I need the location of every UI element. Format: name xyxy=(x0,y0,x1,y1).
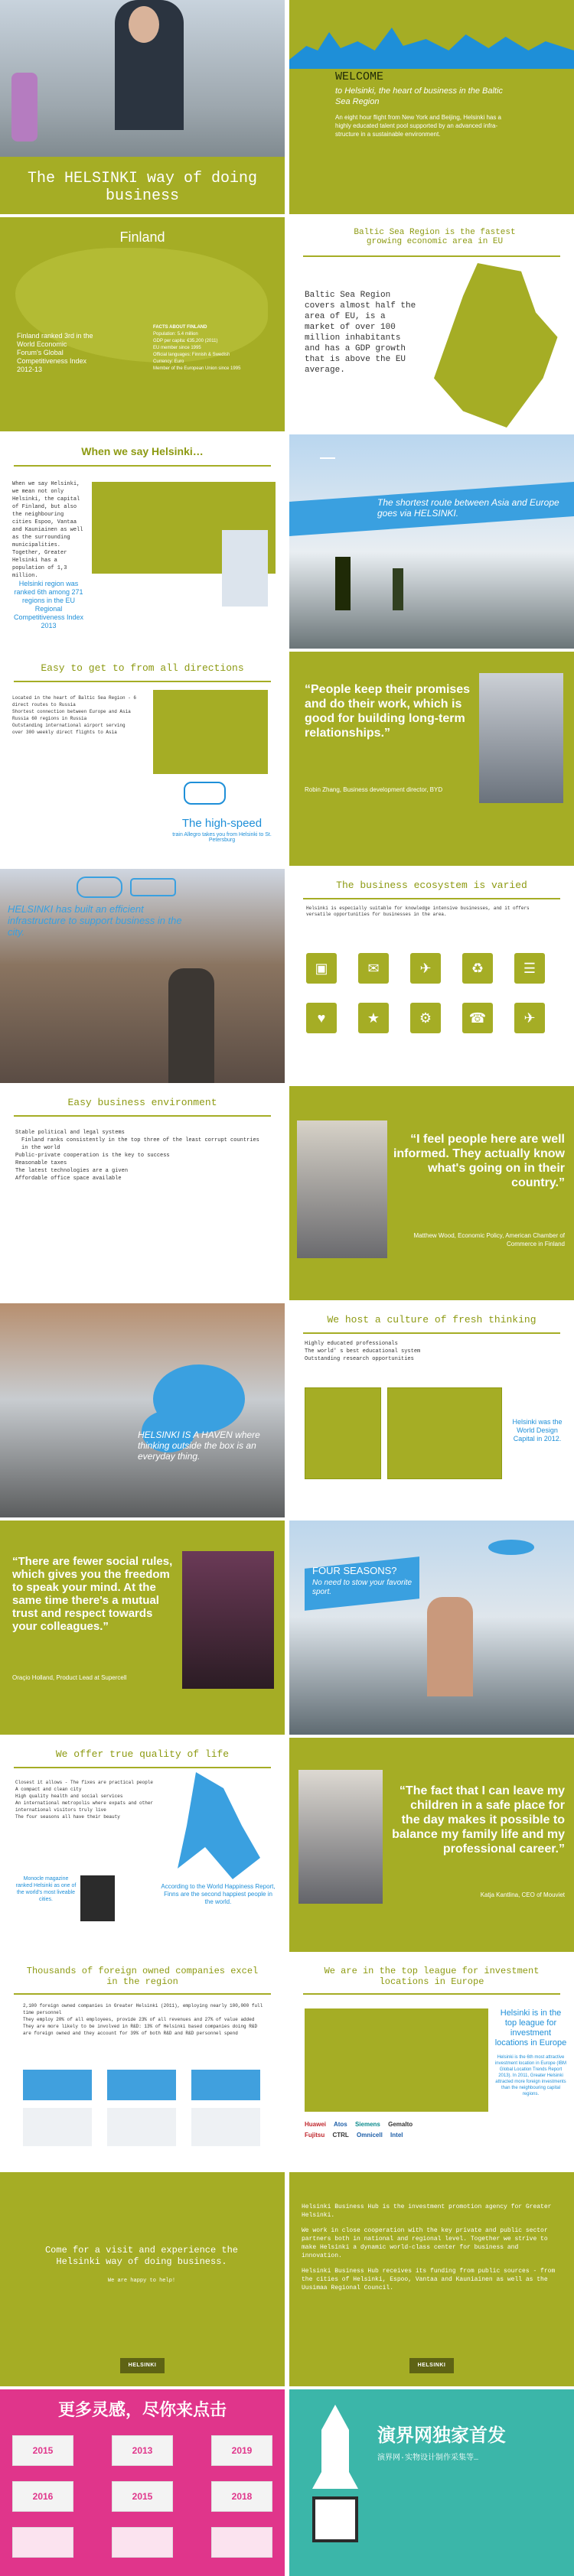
seasons-sub: No need to stow your favorite sport. xyxy=(312,1579,413,1596)
title-rule xyxy=(303,1332,560,1334)
helsinki-rank: Helsinki region was ranked 6th among 271 regions in the EU Regional Competitiveness Index 2013 xyxy=(13,580,84,629)
quote2-name: Matthew Wood, Economic Policy, American Chamber of Commerce in Finland xyxy=(413,1232,565,1247)
seasons-title: FOUR SEASONS? xyxy=(312,1565,397,1576)
slide-contact xyxy=(289,2172,574,2386)
fresh-bullet-2: Outstanding research opportunities xyxy=(305,1356,414,1362)
haven-caption: HELSINKI IS A HAVEN where thinking outside the box is an everyday thing. xyxy=(138,1429,260,1462)
monocle-text: Monocle magazine ranked Helsinki as one of the world's most liveable cities. xyxy=(15,1876,77,1902)
sector-icon-10: ✈ xyxy=(514,1003,545,1033)
row-3 xyxy=(0,434,574,649)
life-bullet-2: High quality health and social services xyxy=(15,1794,123,1799)
ecosystem-title: The business ecosystem is varied xyxy=(336,880,527,891)
promo-right[interactable] xyxy=(289,2389,574,2576)
row-6 xyxy=(0,1086,574,1300)
sector-icon-7: ★ xyxy=(358,1003,389,1033)
fact-2: EU member since 1995 xyxy=(153,346,201,350)
magazine-cover xyxy=(80,1875,115,1921)
runner-1 xyxy=(335,557,351,610)
thumb-label: 2015 xyxy=(132,2491,153,2502)
life-bullet-1: A compact and clean city xyxy=(15,1787,82,1792)
chart-box-2 xyxy=(387,1387,502,1479)
logo-huawei: Huawei xyxy=(305,2121,327,2128)
slide-quote3 xyxy=(0,1521,285,1735)
welcome-sub: to Helsinki, the heart of business in the Baltic Sea Region xyxy=(335,86,503,106)
company-logos xyxy=(305,2119,488,2141)
helsinki-logo: HELSINKI xyxy=(120,2358,165,2373)
life-bullets xyxy=(15,1779,161,1820)
life-title: We offer true quality of life xyxy=(55,1748,230,1760)
promo-left-title: 更多灵感，尽你来点击 xyxy=(57,2401,227,2420)
slide-ecosystem xyxy=(289,869,574,1083)
title-rule xyxy=(14,1993,271,1995)
family-silhouette xyxy=(168,1772,260,1879)
promo-thumb-8[interactable] xyxy=(211,2527,272,2558)
quote3-name: Oraçio Holland, Product Lead at Supercell xyxy=(12,1674,127,1681)
slide-env xyxy=(0,1086,285,1300)
promo-thumb-6[interactable] xyxy=(12,2527,73,2558)
sector-icon-6: ♥ xyxy=(306,1003,337,1033)
helsinki-logo: HELSINKI xyxy=(409,2358,454,2373)
data-table-3 xyxy=(191,2108,260,2146)
facts-title: FACTS ABOUT FINLAND xyxy=(153,325,207,330)
easy-bullet-0: Located in the heart of Baltic Sea Region - 6 direct routes to Russia xyxy=(12,695,137,707)
facts-box xyxy=(153,324,276,372)
contact-text xyxy=(302,2203,562,2292)
row-7 xyxy=(0,1303,574,1517)
fact-1: GDP per capita: €35,200 (2011) xyxy=(153,339,218,343)
logo-ctrl: CTRL xyxy=(332,2132,349,2139)
foreign-bullet-1: They employ 20% of all employees, provide 23% of all revenues and 27% of value added xyxy=(23,2017,255,2022)
helsinki-title: When we say Helsinki… xyxy=(81,445,204,457)
title-rule xyxy=(14,465,271,467)
europe-map xyxy=(305,2008,488,2112)
slide-finland xyxy=(0,217,285,431)
promo-right-title: 演界网独家首发 xyxy=(377,2425,506,2446)
title-rule xyxy=(303,255,560,257)
quote3-text: “There are fewer social rules, which gives you the freedom to speak your mind. At the same time there's a mutual trust and respect towards your colleagues.” xyxy=(12,1555,173,1633)
slide-haven xyxy=(0,1303,285,1517)
thumb-label: 2013 xyxy=(132,2445,153,2456)
chart-box-1 xyxy=(305,1387,381,1479)
foreign-bullets xyxy=(23,2002,268,2037)
logo-intel: Intel xyxy=(390,2132,403,2139)
promo-thumb-5[interactable] xyxy=(211,2481,272,2512)
foreign-bullet-2: They are more likely to be involved in R&D: 13% of Helsinki based companies doing R&D are foreign owned and they account for 39% of both R&D and R&D personnel spend xyxy=(23,2024,258,2036)
tram-icon xyxy=(130,878,176,896)
visit-text: Come for a visit and experience the Helsinki way of doing business. xyxy=(44,2245,239,2267)
row-10 xyxy=(0,1955,574,2169)
foreign-title: Thousands of foreign owned companies excel in the region xyxy=(26,1966,259,1987)
promo-thumb-4[interactable] xyxy=(112,2481,173,2512)
fact-3: Official languages: Finnish & Swedish xyxy=(153,353,230,357)
runner-2 xyxy=(393,568,403,610)
sector-icon-3: ✈ xyxy=(410,953,441,984)
welcome-body: An eight hour flight from New York and Beijing, Helsinki has a highly educated talent pool supported by an advanced infra-structure in a sustainable environment. xyxy=(335,114,502,138)
thumb-label: 2015 xyxy=(32,2445,54,2456)
baltic-title: Baltic Sea Region is the fastest growing economic area in EU xyxy=(354,228,516,246)
qr-code xyxy=(312,2496,358,2542)
slide-quote2 xyxy=(289,1086,574,1300)
env-title: Easy business environment xyxy=(67,1097,217,1108)
sector-icon-4: ♻ xyxy=(462,953,493,984)
design-capital: Helsinki was the World Design Capital in 2012. xyxy=(512,1418,563,1442)
slide-life xyxy=(0,1738,285,1952)
env-bullet-4: The latest technologies are a given xyxy=(15,1168,129,1174)
title-rule xyxy=(303,898,560,899)
swimmer-photo xyxy=(427,1597,473,1696)
speed-title: The high-speed xyxy=(181,817,263,830)
quote1-name: Robin Zhang, Business development director, BYD xyxy=(305,786,443,793)
easy-bullet-4: over 300 weekly direct flights to Asia xyxy=(12,730,117,735)
quote1-text: “People keep their promises and do their work, which is good for building long-term relationships.” xyxy=(305,683,471,740)
logo-atos: Atos xyxy=(333,2121,347,2128)
finland-inset-map xyxy=(222,530,268,607)
easy-title: Easy to get to from all directions xyxy=(41,662,244,674)
promo-thumb-2[interactable] xyxy=(211,2435,272,2466)
easy-bullet-1: Shortest connection between Europe and Asia xyxy=(12,709,131,714)
skyline-silhouette xyxy=(289,23,574,69)
fresh-bullet-1: The world' s best educational system xyxy=(305,1348,421,1355)
slide-quote4 xyxy=(289,1738,574,1952)
slide-cover xyxy=(0,0,285,214)
easy-bullets xyxy=(12,694,139,736)
slide-league xyxy=(289,1955,574,2169)
face xyxy=(129,6,159,43)
slide-infra xyxy=(0,869,285,1083)
sector-icon-9: ☎ xyxy=(462,1003,493,1033)
slide-foreign xyxy=(0,1955,285,2169)
slide-quote1 xyxy=(289,652,574,866)
life-bullet-0: Closest it allows - The fixes are practical people xyxy=(15,1780,154,1785)
person-photo xyxy=(182,1551,274,1689)
contact-p3: Helsinki Business Hub receives its funding from public sources - from the cities of Helsinki, Espoo, Vantaa and Kauniainen as well as the Uusimaa Regional Council. xyxy=(302,2268,556,2291)
league-title: We are in the top league for investment locations in Europe xyxy=(324,1966,540,1987)
ecosystem-intro: Helsinki is especially suitable for knowledge intensive businesses, and it offers versatile opportunities for businesses in the area. xyxy=(306,906,530,917)
infra-caption: HELSINKI has built an efficient infrastructure to support business in the city. xyxy=(8,903,182,938)
baltic-map xyxy=(419,263,565,428)
people-icon xyxy=(107,2070,176,2100)
promo-left[interactable] xyxy=(0,2389,285,2576)
promo-tagline: 演界网·实物设计制作采集等… xyxy=(377,2454,479,2463)
contact-p2: We work in close cooperation with the key private and public sector partners both in national and regional level. Together we strive to make Helsinki a dynamic world-class center for business and innovation. xyxy=(302,2227,548,2259)
skateboarder-photo xyxy=(11,73,38,141)
helsinki-body: When we say Helsinki, we mean not only Helsinki, the capital of Finland, but also the neighbouring cities Espoo, Vantaa and Kauniainen as well as the surrounding municipalities. Together, Greater Helsinki has a population of 1,3 million. xyxy=(12,481,83,579)
env-bullet-0: Stable political and legal systems xyxy=(15,1130,125,1136)
row-1 xyxy=(0,0,574,214)
title-rule xyxy=(14,1115,271,1117)
life-bullet-4: The four seasons all have their beauty xyxy=(15,1814,120,1820)
row-8 xyxy=(0,1521,574,1735)
finland-heading: Finland xyxy=(119,229,165,245)
sector-icon-8: ⚙ xyxy=(410,1003,441,1033)
life-bullet-3: An international metropolis where expats and other international visitors truly live xyxy=(15,1800,154,1813)
fresh-bullets xyxy=(305,1340,534,1363)
slide-easy xyxy=(0,652,285,866)
easy-bullet-2: Russia 60 regions in Russia xyxy=(12,716,87,721)
row-2 xyxy=(0,217,574,431)
row-9 xyxy=(0,1738,574,1952)
env-bullets xyxy=(15,1129,260,1182)
slide-baltic xyxy=(289,217,574,431)
cover-title: The HELSINKI way of doing business xyxy=(27,170,258,205)
bike-icon xyxy=(77,877,122,898)
contact-p1: Helsinki Business Hub is the investment promotion agency for Greater Helsinki. xyxy=(302,2204,552,2219)
sector-icon-1: ▣ xyxy=(306,953,337,984)
league-top: Helsinki is in the top league for investment locations in Europe xyxy=(494,2008,567,2047)
logo-siemens: Siemens xyxy=(354,2121,380,2128)
title-rule xyxy=(14,681,271,682)
promo-thumb-1[interactable] xyxy=(112,2435,173,2466)
row-11 xyxy=(0,2172,574,2386)
quote4-text: “The fact that I can leave my children in a safe place for the day makes it possible to balance my family life and my professional career.” xyxy=(392,1784,565,1856)
slide-welcome xyxy=(289,0,574,214)
fact-4: Currency: Euro xyxy=(153,359,184,364)
person-photo xyxy=(297,1120,387,1258)
promo-row xyxy=(0,2389,574,2576)
quote2-text: “I feel people here are well informed. They actually know what's going on in their country.” xyxy=(393,1133,565,1189)
title-rule xyxy=(14,1767,271,1768)
thumb-label: 2016 xyxy=(32,2491,54,2502)
logo-fujitsu: Fujitsu xyxy=(305,2132,325,2139)
promo-thumb-3[interactable] xyxy=(12,2481,73,2512)
logo-gemalto: Gemalto xyxy=(388,2121,413,2128)
title-rule xyxy=(303,1993,560,1995)
row-4 xyxy=(0,652,574,866)
promo-thumb-0[interactable] xyxy=(12,2435,73,2466)
slide-fresh xyxy=(289,1303,574,1517)
welcome-heading: WELCOME xyxy=(335,70,384,83)
visit-sub: We are happy to help! xyxy=(107,2278,176,2284)
data-table-2 xyxy=(107,2108,176,2146)
rocket-icon xyxy=(312,2405,358,2489)
sector-icon-5: ☰ xyxy=(514,953,545,984)
fresh-title: We host a culture of fresh thinking xyxy=(327,1314,536,1325)
env-bullet-2: Public-private cooperation is the key to success xyxy=(15,1153,170,1159)
train-icon xyxy=(184,782,226,805)
fresh-bullet-0: Highly educated professionals xyxy=(305,1341,398,1347)
diver-icon xyxy=(488,1540,534,1555)
person-photo xyxy=(298,1770,383,1904)
foreign-bullet-0: 2,100 foreign owned companies in Greater Helsinki (2011), employing nearly 100,000 full time personnel xyxy=(23,2003,263,2015)
finland-caption: Finland ranked 3rd in the World Economic Forum's Global Competitiveness Index 2012-13 xyxy=(17,332,93,373)
thumb-label: 2018 xyxy=(231,2491,253,2502)
data-table-1 xyxy=(23,2108,92,2146)
route-caption: The shortest route between Asia and Europe goes via HELSINKI. xyxy=(377,497,559,519)
slide-route xyxy=(289,434,574,649)
fact-0: Population: 5.4 million xyxy=(153,332,198,337)
buildings-icon xyxy=(23,2070,92,2100)
promo-thumb-7[interactable] xyxy=(112,2527,173,2558)
easy-bullet-3: Outstanding international airport serving xyxy=(12,723,126,728)
flights-chart xyxy=(153,690,268,774)
slide-visit xyxy=(0,2172,285,2386)
cyclist-photo xyxy=(168,968,214,1083)
sector-icon-2: ✉ xyxy=(358,953,389,984)
slide-seasons xyxy=(289,1521,574,1735)
speed-sub: train Allegro takes you from Helsinki to St. Petersburg xyxy=(172,832,272,843)
env-bullet-1: Finland ranks consistently in the top three of the least corrupt countries in the world xyxy=(21,1137,259,1151)
league-rank: Helsinki is the 6th most attractive investment location in Europe (IBM Global Location Trends Report 2013). In 2011, Greater Helsinki attracted more foreign investments than the neighbouring capital regions. xyxy=(494,2055,567,2096)
plane-icon xyxy=(320,457,335,459)
thumb-label: 2019 xyxy=(231,2445,253,2456)
fact-5: Member of the European Union since 1995 xyxy=(153,366,241,371)
slide-helsinki xyxy=(0,434,285,649)
row-5 xyxy=(0,869,574,1083)
quote4-name: Katja Kantlina, CEO of Mouviet xyxy=(480,1891,565,1898)
env-bullet-5: Affordable office space available xyxy=(15,1176,122,1182)
happiness-text: According to the World Happiness Report, Finns are the second happiest people in the world. xyxy=(161,1883,276,1905)
person-photo xyxy=(479,673,563,803)
logo-omnicell: Omnicell xyxy=(357,2132,383,2139)
chart-icon xyxy=(191,2070,260,2100)
env-bullet-3: Reasonable taxes xyxy=(15,1160,67,1166)
baltic-body: Baltic Sea Region covers almost half the area of EU, is a market of over 100 million inhabitants and has a GDP growth that is above the EU average. xyxy=(305,291,416,375)
